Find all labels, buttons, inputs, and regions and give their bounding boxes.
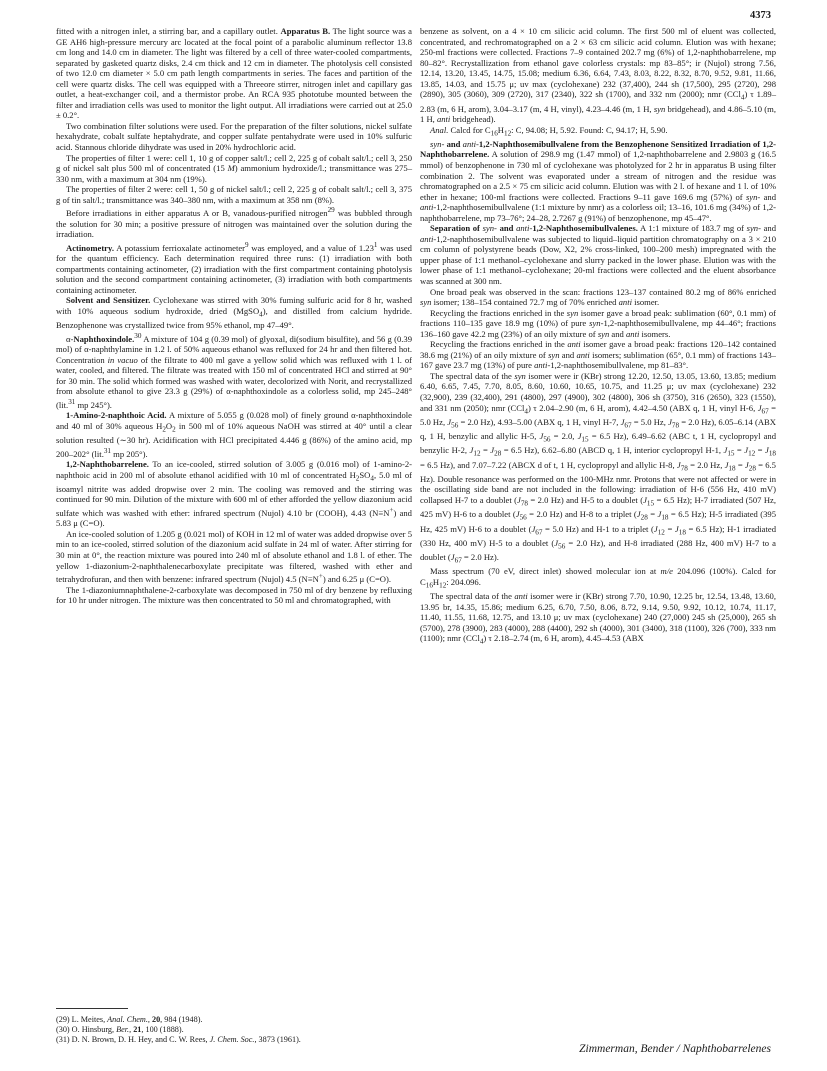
- footnote-divider: [56, 1008, 128, 1009]
- running-footer: Zimmerman, Bender / Naphthobarrelenes: [579, 1043, 771, 1055]
- paragraph: fitted with a nitrogen inlet, a stirring bar, and a capillary outlet. Apparatus B. The light source was a GE AH6 high-pressure mercury arc located at the focal point of a parabolic aluminum reflector 13.8 cm long and 14.0 cm in diameter. The light was filtered by a cell of three water-cooled compartments, separated by gasketed quartz disks, 2.4 cm thick and 12 cm in diameter. The photolysis cell consisted of two 12.0 cm diameter × 5.0 cm path length compartments in series. The faces and partition of the cell were quartz disks. The cell was equipped with a Threeore stirrer, nitrogen inlet and capillary gas outlet, a heat-exchanger coil, and a thermistor probe. An RCA 935 phototube mounted between the filter and irradiation cells was used to monitor the light output. All irradiations were carried out at 25.0 ± 0.2°.: [56, 26, 412, 121]
- left-column: [56, 26, 412, 606]
- paragraph: One broad peak was observed in the scan: fractions 123–137 contained 80.2 mg of 86% enriched syn isomer; 138–154 contained 72.7 mg of 70% enriched anti isomer.: [420, 286, 776, 308]
- footnotes: [56, 1015, 412, 1045]
- paragraph: The 1-diazoniumnaphthalene-2-carboxylate was decomposed in 750 ml of dry benzene by refluxing for 10 hr under nitrogen. The mixture was then concentrated to 50 ml and chromatographed, with: [56, 584, 412, 606]
- paragraph: benzene as solvent, on a 4 × 10 cm silicic acid column. The first 500 ml of eluent was collected, concentrated, and rechromatographed on a 2 × 63 cm silicic acid column. Elution was with hexane; 250-ml fractions were collected. Fractions 7–9 contained 202.7 mg (6%) of 1,2-naphthobarrelene, mp 80–82°. Recrystallization from ethanol gave colorless crystals: mp 83–85°; ir (Nujol) strong 7.56, 12.14, 13.20, 13.45, 14.75, 15.08; medium 6.36, 6.64, 7.43, 8.03, 8.22, 8.32, 8.70, 9.52, 9.81, 11.66, 13.85, 14.03, and 15.75 μ; uv max (cyclohexane) 232 (37,400), 244 sh (17,500), 295 (2720), 298 (2890), 305 (3060), 309 (2720), 317 (2340), 322 sh (1700), and 332 nm (2000); nmr (CCl$_4$) τ 1.89–2.83 (m, 6 H, arom), 3.04–3.17 (m, 4 H, vinyl), 4.23–4.46 (m, 1 H, syn bridgehead), and 4.86–5.10 (m, 1 H, anti bridgehead).: [420, 26, 777, 125]
- paragraph: Separation of syn- and anti-1,2-Naphthosemibullvalenes. A 1:1 mixture of 183.7 mg of syn- and anti-1,2-naphthosemibullvalene was subjected to liquid–liquid partition chromatography on a 3 × 210 cm column of polystyrene beads (Dow, X2, 2% cross-linked, 100–200 mesh) impregnated with the upper phase of 1:1 methanol–cyclohexane and slurry packed in the lower phase. Elution was with the lower phase of 1:1 methanol–cyclohexane; 20-ml fractions were collected and the eluent absorbance was scanned at 300 nm.: [420, 223, 777, 287]
- paragraph: Recycling the fractions enriched in the anti isomer gave a broad peak: fractions 120–142 contained 38.6 mg (21%) of an oily mixture of syn and anti isomers; sublimation (65°, 0.1 mm) of fractions 143–167 gave 23.7 mg (13%) of pure anti-1,2-naphthosemibullvalene, mp 81–83°.: [420, 339, 777, 371]
- right-column: [420, 26, 776, 648]
- paragraph: Actinometry. A potassium ferrioxalate actinometer$^9$ was employed, and a value of 1.23$^1$ was used for the quantum efficiency. Each determination required three runs: (1) irradiation with both compartments containing actinometer, (2) irradiation with the first compartment containing photolysis solution and the second compartment containing actinometer, (3) irradiation with both compartments containing actinometer.: [56, 240, 412, 295]
- paragraph: Recycling the fractions enriched in the syn isomer gave a broad peak: sublimation (60°, 0.1 mm) of fractions 110–135 gave 18.9 mg (10%) of pure syn-1,2-naphthosemibullvalene, mp 44–46°; fractions 136–160 gave 42.2 mg (23%) of an oily mixture of syn and anti isomers.: [420, 307, 776, 339]
- footnote: (31) D. N. Brown, D. H. Hey, and C. W. Rees, J. Chem. Soc., 3873 (1961).: [56, 1035, 301, 1044]
- page-number: 4373: [750, 10, 771, 21]
- paragraph: Two combination filter solutions were used. For the preparation of the filter solutions, nickel sulfate hexahydrate, cobalt sulfate heptahydrate, and copper sulfate pentahydrate were used in 10% sulfuric acid. Stannous chloride dihydrate was used in 20% hydrochloric acid.: [56, 120, 412, 153]
- paragraph: The properties of filter 2 were: cell 1, 50 g of nickel salt/l.; cell 2, 225 g of cobalt salt/l.; cell 3, 375 g of tin salt/l.; transmittance was 340–380 nm, with a maximum at 358 nm (8%).: [56, 184, 412, 205]
- paragraph: Before irradiations in either apparatus A or B, vanadous-purified nitrogen$^{29}$ was bubbled through the solution for 30 min; a positive pressure of nitrogen was maintained over the solution during the irradiation.: [56, 206, 412, 240]
- paragraph: The spectral data of the syn isomer were ir (KBr) strong 12.20, 12.50, 13.05, 13.60, 13.85; medium 6.40, 6.65, 7.45, 7.70, 8.05, 8.60, 10.60, 10.65, 10.75, and 11.25 μ; uv max (cyclohexane) 232 (32,900), 239 (32,400), 291 (4800), 297 (4900), 302 (4800), 306 sh (3750), 316 (2650), 323 (1550), and 331 nm (2050); nmr (CCl$_4$) τ 2.04–2.90 (m, 6 H, arom), 4.42–4.50 (ABX q, 1 H, vinyl H-6, $J_{67} = 5.0$ Hz, $J_{56} = 2.0$ Hz), 4.93–5.00 (ABX q, 1 H, vinyl H-7, $J_{67} = 5.0$ Hz, $J_{78} = 2.0$ Hz), 6.05–6.14 (ABX q, 1 H, benzylic and allylic H-5, $J_{56} = 2.0$, $J_{15} = 6.5$ Hz), 6.49–6.62 (ABC t, 1 H, cyclopropyl and benzylic H-2, $J_{12} = J_{28} = 6.5$ Hz), 6.62–6.80 (ABCD q, 1 H, interior cyclopropyl H-1, $J_{15} = J_{12} = J_{18} = 6.5$ Hz), and 7.07–7.22 (ABCX d of t, 1 H, cyclopropyl and allylic H-8, $J_{78} = 2.0$ Hz, $J_{18} = J_{28} = 6.5$ Hz). Double resonance was performed on the 100-MHz nmr. Protons that were not affected or were in the oscillating side band are not included in the following: irradiation of H-6 (556 Hz, 410 mV) collapsed H-7 to a doublet ($J_{78} = 2.0$ Hz) and H-5 to a doublet ($J_{15} = 6.5$ Hz); H-7 irradiated (507 Hz, 425 mV) H-6 to a doublet ($J_{56} = 2.0$ Hz) and H-8 to a triplet ($J_{28} = J_{18} = 6.5$ Hz); H-5 irradiated (395 Hz, 425 mV) H-6 to a doublet ($J_{67} = 5.0$ Hz) and H-1 to a triplet ($J_{12} = J_{18} = 6.5$ Hz); H-1 irradiated (330 Hz, 400 mV) H-5 to a doublet ($J_{56} = 2.0$ Hz), and H-8 irradiated (288 Hz, 400 mV) H-7 to a doublet ($J_{67} = 2.0$ Hz).: [420, 370, 777, 565]
- paragraph: An ice-cooled solution of 1.205 g (0.021 mol) of KOH in 12 ml of water was added dropwise over 5 min to an ice-cooled, stirred solution of the diazonium acid sulfate in 24 ml of water. After stirring for 30 min at 0°, the reaction mixture was poured into 240 ml of absolute ethanol and 1.8 l. of ether. The yellow 1-diazonium-2-naphthalenecarboxylate precipitate was filtered, washed with ether and tetrahydrofuran, and then with benzene: infrared spectrum (Nujol) 4.5 (N≡N+) and 6.25 μ (C=O).: [56, 528, 412, 584]
- paragraph: Solvent and Sensitizer. Cyclohexane was stirred with 30% fuming sulfuric acid for 8 hr, washed with 10% aqueous sodium hydroxide, dried (MgSO$_4$), and distilled from calcium hydride. Benzophenone was crystallized twice from 95% ethanol, mp 47–49°.: [56, 295, 412, 331]
- paragraph: Mass spectrum (70 eV, direct inlet) showed molecular ion at m/e 204.096 (100%). Calcd for $C_{16}H_{12}$: 204.096.: [420, 566, 776, 590]
- paragraph: Anal. Calcd for $C_{16}H_{12}$: C, 94.08; H, 5.92. Found: C, 94.17; H, 5.90.: [430, 124, 668, 138]
- footnote: (29) L. Meites, Anal. Chem., 20, 984 (1948).: [56, 1015, 203, 1024]
- paragraph: α-Naphthoxindole.$^{30}$ A mixture of 104 g (0.39 mol) of glyoxal, di(sodium bisulfite), and 56 g (0.39 mol) of α-naphthylamine in 1.2 l. of 50% aqueous ethanol was refluxed for 24 hr and then filtered hot. Concentration in vacuo of the filtrate to 400 ml gave a yellow solid which was refluxed with 1 l. of water, cooled, and filtered. The filtrate was treated with 150 ml of concentrated HCl and stirred at 90° for 30 min. The solid which formed was washed with water, decolorized with Norit, and recrystallized from absolute ethanol to give 23.3 g (29%) of α-naphthoxindole as a colorless solid, mp 245–248° (lit.$^{31}$ mp 245°).: [56, 331, 413, 410]
- paragraph: syn- and anti-1,2-Naphthosemibullvalene from the Benzophenone Sensitized Irradiation of 1,2-Naphthobarrelene. A solution of 298.9 mg (1.47 mmol) of 1,2-naphthobarrelene and 2.9803 g (16.5 mmol) of benzophenone in 730 ml of cyclohexane was photolyzed for 2 hr in apparatus B using filter combination 2. The solvent was evaporated under a stream of nitrogen and the residue was chromatographed on a 2.5 × 75 cm silicic acid column. Elution was with 2 l. of hexane and 1 l. of 10% ether in hexane; 100-ml fractions were collected. Fractions 9–11 gave 169.6 mg (57%) of syn- and anti-1,2-naphthosemibullvalene (1:1 mixture by nmr) as a colorless oil; 13–16, 101.6 mg (34%) of 1,2-naphthobarrelene, mp 73–76°; 24–28, 2.7267 g (91%) of benzophenone, mp 45–47°.: [420, 138, 777, 223]
- paragraph: The properties of filter 1 were: cell 1, 10 g of copper salt/l.; cell 2, 225 g of cobalt salt/l.; cell 3, 250 g of nickel salt plus 500 ml of concentrated (15 M) ammonium hydroxide/l.; transmittance was 275–330 nm, with a maximum at 304 nm (19%).: [56, 152, 412, 184]
- paragraph: 1-Amino-2-naphthoic Acid. A mixture of 5.055 g (0.028 mol) of finely ground α-naphthoxindole and 40 ml of 30% aqueous $H_2O_2$ in 500 ml of 10% aqueous NaOH was stirred at 40° until a clear solution resulted (∼30 hr). Acidification with HCl precipitated 4.446 g (86%) of the amino acid, mp 200–202° (lit.$^{31}$ mp 205°).: [56, 410, 412, 459]
- paragraph: The spectral data of the anti isomer were ir (KBr) strong 7.70, 10.90, 12.25 br, 12.54, 13.48, 13.60, 13.95 br, 14.35, 15.86; medium 6.25, 6.70, 7.50, 8.06, 8.72, 9.14, 9.50, 9.92, 10.12, 10.74, 11.17, 11.40, 11.55, 11.68, 12.75, and 13.10 μ; uv max (cyclohexane) 240 (27,000) 245 sh (25,000), 265 sh (5700), 278 (3900), 283 (4000), 288 (4400), 292 sh (4000), 301 (3400), 318 (1100), 326 (700), 333 nm (1100); nmr (CCl$_4$) τ 2.18–2.74 (m, 6 H, arom), 4.45–4.53 (ABX: [420, 591, 776, 647]
- paragraph: 1,2-Naphthobarrelene. To an ice-cooled, stirred solution of 3.005 g (0.016 mol) of 1-amino-2-naphthoic acid in 200 ml of absolute ethanol acidified with 10 ml of concentrated $H_2SO_4$, 5.0 ml of isoamyl nitrite was added dropwise over 2 min. The cooling was removed and the stirring was continued for 90 min. Dilution of the mixture with 600 ml of ether afforded the yellow diazonium acid sulfate which was washed with ether: infrared spectrum (Nujol) 4.10 br (COOH), 4.43 (N≡N+) and 5.83 μ (C=O).: [56, 459, 412, 529]
- footnote: (30) O. Hinsburg, Ber., 21, 100 (1888).: [56, 1025, 184, 1034]
